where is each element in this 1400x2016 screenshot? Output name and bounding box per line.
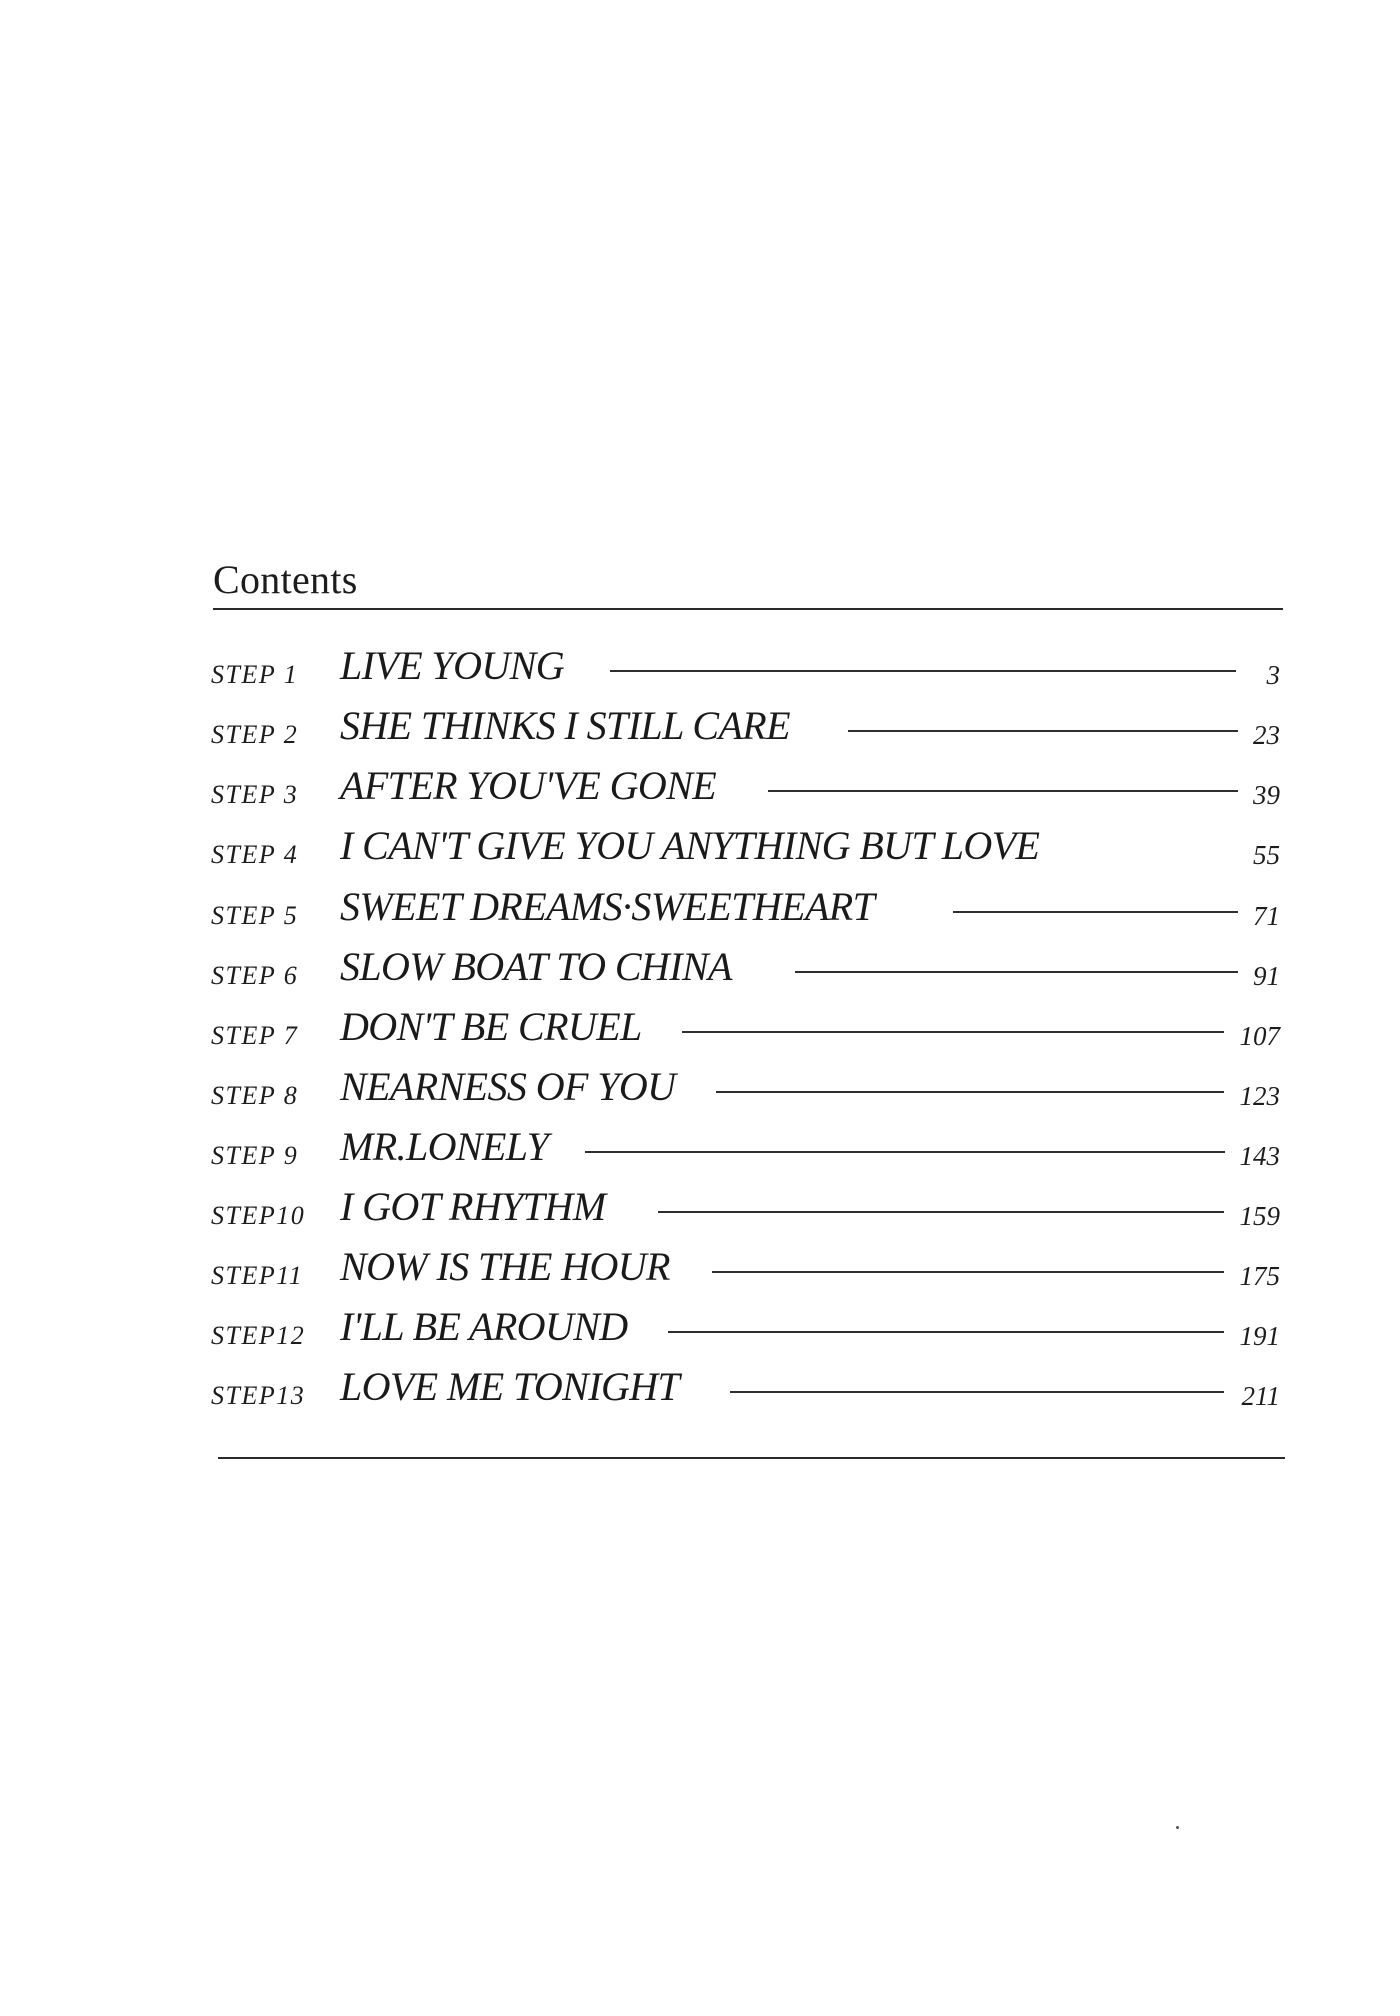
step-label: STEP 1 [211,660,299,689]
song-title: MR.LONELY [340,1123,556,1170]
toc-entry[interactable] [0,1301,1400,1361]
bottom-divider [218,1457,1285,1459]
step-label: STEP 4 [211,840,299,869]
leader-line [585,1151,1225,1153]
toc-entry[interactable] [0,1361,1400,1421]
leader-line [953,911,1238,913]
toc-entry[interactable] [0,881,1400,941]
page-title: Contents [213,557,358,602]
song-title: LIVE YOUNG [340,642,572,689]
toc-entry[interactable] [0,760,1400,820]
song-title: I CAN'T GIVE YOU ANYTHING BUT LOVE [340,822,1047,869]
leader-line [730,1391,1224,1393]
leader-line [795,971,1238,973]
page-number: 91 [1253,961,1280,991]
toc-entry[interactable] [0,1001,1400,1061]
song-title: LOVE ME TONIGHT [340,1363,687,1410]
page-number: 23 [1253,720,1280,750]
step-label: STEP10 [211,1201,306,1230]
page-number: 123 [1239,1081,1280,1111]
page-number: 143 [1239,1141,1280,1171]
toc-entry[interactable] [0,640,1400,700]
toc-entry[interactable] [0,1241,1400,1301]
leader-line [668,1331,1224,1333]
step-label: STEP12 [211,1321,306,1350]
toc-entry[interactable] [0,700,1400,760]
toc-entry[interactable] [0,1121,1400,1181]
step-label: STEP 3 [211,780,299,809]
song-title: NEARNESS OF YOU [340,1063,683,1110]
leader-line [768,790,1238,792]
title-divider [213,608,1283,610]
page-number: 39 [1253,780,1280,810]
song-title: I GOT RHYTHM [340,1183,613,1230]
page-number: 175 [1239,1261,1280,1291]
page-number: 191 [1239,1321,1280,1351]
song-title: I'LL BE AROUND [340,1303,636,1350]
page-number: 159 [1239,1201,1280,1231]
paper-speck [1176,1826,1179,1829]
toc-entry[interactable] [0,820,1400,880]
toc-entry[interactable] [0,1181,1400,1241]
leader-line [658,1211,1224,1213]
step-label: STEP 6 [211,961,299,990]
song-title: AFTER YOU'VE GONE [340,762,724,809]
song-title: SHE THINKS I STILL CARE [340,702,798,749]
leader-line [716,1091,1224,1093]
page-number: 211 [1241,1381,1280,1411]
page-number: 55 [1253,840,1280,870]
song-title: DON'T BE CRUEL [340,1003,650,1050]
song-title: SWEET DREAMS·SWEETHEART [340,883,882,930]
song-title: SLOW BOAT TO CHINA [340,943,740,990]
toc-entry[interactable] [0,941,1400,1001]
leader-line [682,1031,1224,1033]
page-number: 107 [1239,1021,1280,1051]
step-label: STEP11 [211,1261,304,1290]
step-label: STEP 2 [211,720,299,749]
step-label: STEP 5 [211,901,299,930]
step-label: STEP13 [211,1381,306,1410]
leader-line [848,730,1238,732]
step-label: STEP 8 [211,1081,299,1110]
song-title: NOW IS THE HOUR [340,1243,678,1290]
step-label: STEP 7 [211,1021,299,1050]
step-label: STEP 9 [211,1141,299,1170]
page-number: 3 [1266,660,1280,690]
leader-line [610,670,1236,672]
toc-entry[interactable] [0,1061,1400,1121]
leader-line [712,1271,1224,1273]
page-number: 71 [1253,901,1280,931]
